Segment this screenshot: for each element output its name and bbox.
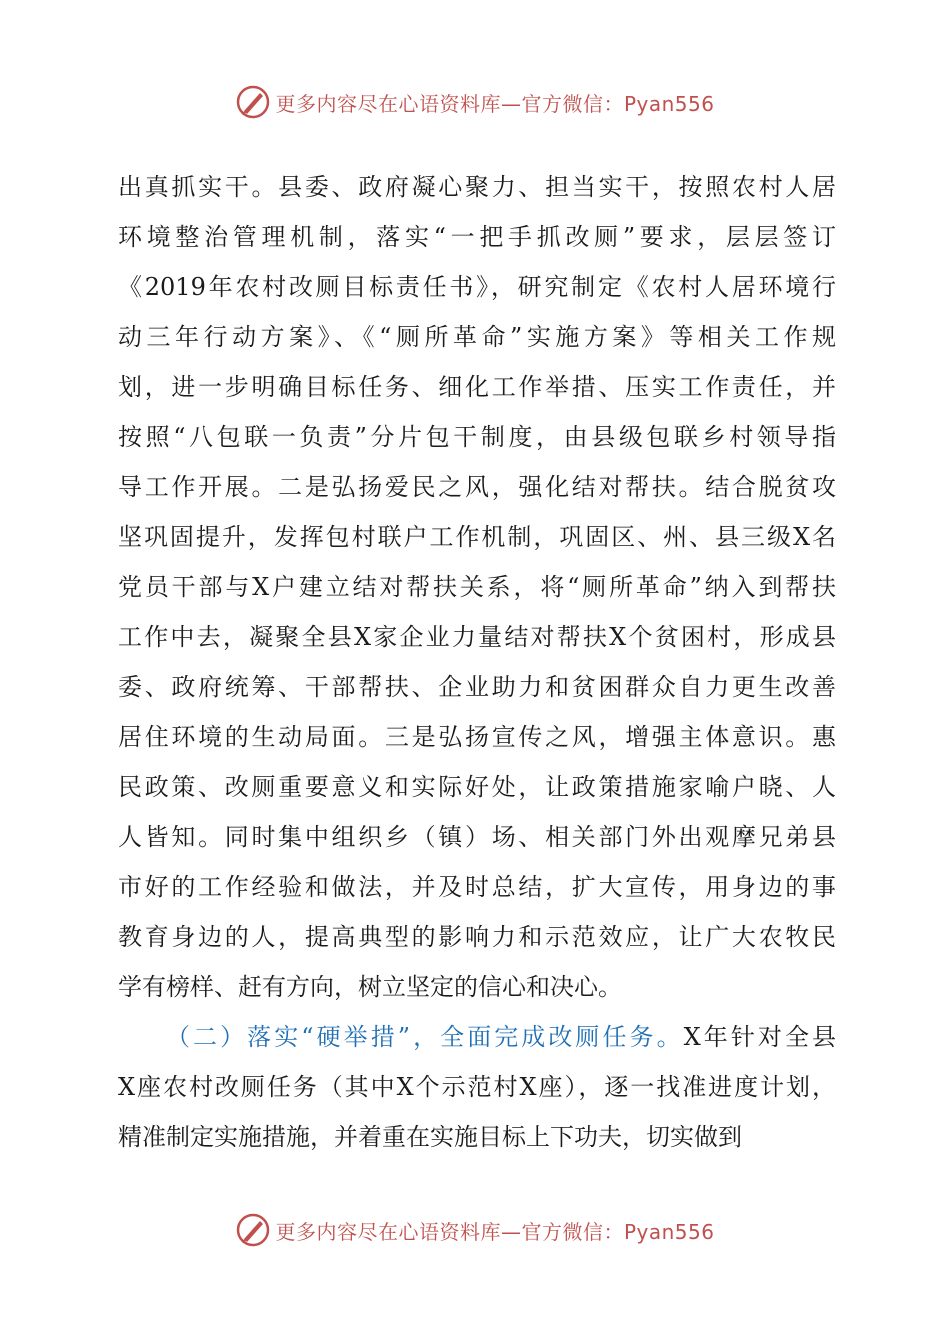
watermark-banner-bottom bbox=[0, 1210, 950, 1250]
paragraph-line: 居住环境的生动局面。三是弘扬宣传之风，增强主体意识。惠 bbox=[118, 723, 836, 751]
paragraph-line: 教育身边的人，提高典型的影响力和示范效应，让广大农牧民 bbox=[118, 923, 836, 951]
paragraph-line: 精准制定实施措施，并着重在实施目标上下功夫，切实做到 bbox=[118, 1123, 742, 1151]
pen-circle-icon bbox=[235, 84, 271, 120]
paragraph-line: 工作中去，凝聚全县X家企业力量结对帮扶X个贫困村，形成县 bbox=[118, 623, 836, 651]
paragraph-line bbox=[118, 1012, 836, 1062]
paragraph-line: 市好的工作经验和做法，并及时总结，扩大宣传，用身边的事 bbox=[118, 873, 836, 901]
watermark-text: 更多内容尽在心语资料库—官方微信：Pyan556 bbox=[275, 1219, 715, 1244]
paragraph-line: 党员干部与X户建立结对帮扶关系，将“厕所革命”纳入到帮扶 bbox=[118, 573, 836, 601]
paragraph-line: 划，进一步明确目标任务、细化工作举措、压实工作责任，并 bbox=[118, 373, 836, 401]
pen-circle-icon bbox=[235, 1212, 271, 1248]
paragraph-line: 导工作开展。二是弘扬爱民之风，强化结对帮扶。结合脱贫攻 bbox=[118, 473, 836, 501]
section-heading: （二）落实“硬举措”，全面完成改厕任务。 bbox=[166, 1023, 684, 1051]
paragraph-line: 坚巩固提升，发挥包村联户工作机制，巩固区、州、县三级X名 bbox=[118, 523, 836, 551]
document-body bbox=[118, 162, 836, 1162]
watermark-banner-top bbox=[0, 82, 950, 122]
paragraph-line: 民政策、改厕重要意义和实际好处，让政策措施家喻户晓、人 bbox=[118, 773, 836, 801]
paragraph-line: 人皆知。同时集中组织乡（镇）场、相关部门外出观摩兄弟县 bbox=[118, 823, 836, 851]
heading-line-rest: X年针对全县 bbox=[683, 1023, 836, 1051]
paragraph-line: 按照“八包联一负责”分片包干制度，由县级包联乡村领导指 bbox=[118, 423, 836, 451]
paragraph-line: 委、政府统筹、干部帮扶、企业助力和贫困群众自力更生改善 bbox=[118, 673, 836, 701]
paragraph-line: 出真抓实干。县委、政府凝心聚力、担当实干，按照农村人居 bbox=[118, 173, 836, 201]
paragraph-line: 环境整治管理机制，落实“一把手抓改厕”要求，层层签订 bbox=[118, 223, 836, 251]
paragraph-line: 《2019年农村改厕目标责任书》，研究制定《农村人居环境行 bbox=[118, 273, 836, 301]
paragraph-line: 动三年行动方案》、《“厕所革命”实施方案》等相关工作规 bbox=[118, 323, 836, 351]
paragraph-line: X座农村改厕任务（其中X个示范村X座），逐一找准进度计划， bbox=[118, 1073, 836, 1101]
paragraph-line: 学有榜样、赶有方向，树立坚定的信心和决心。 bbox=[118, 973, 622, 1001]
paragraph-1 bbox=[118, 162, 836, 1012]
paragraph-2 bbox=[118, 1012, 836, 1162]
watermark-text: 更多内容尽在心语资料库—官方微信：Pyan556 bbox=[275, 91, 715, 116]
